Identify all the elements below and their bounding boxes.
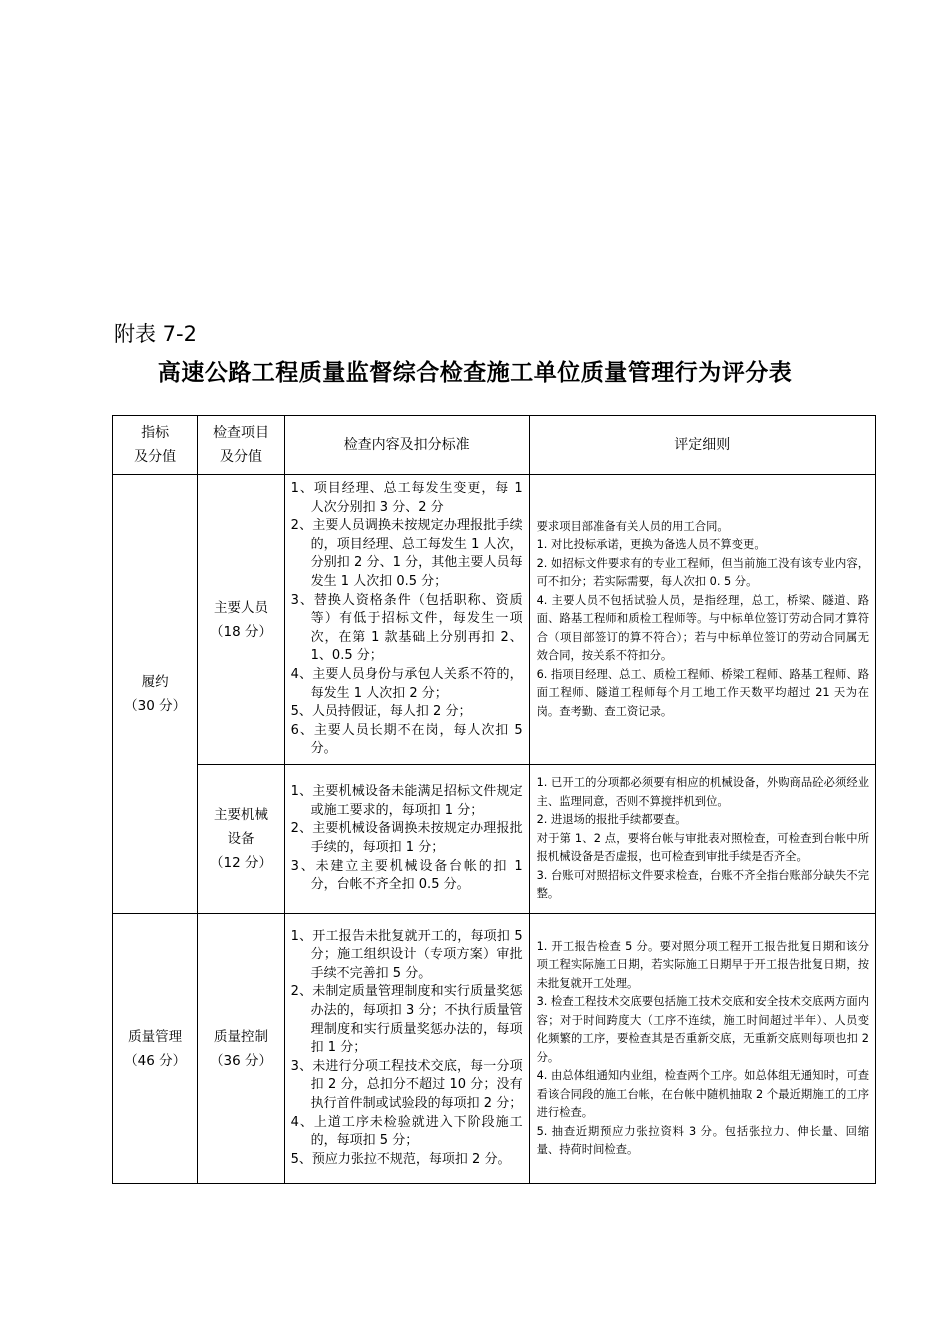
rule-line: 对于第 1、2 点，要将台帐与审批表对照检查，可检查到台帐中所报机械设备是否虚报，也可检查到审批手续是否齐全。 [536, 831, 869, 864]
check-item-cell [198, 765, 284, 914]
table-row [113, 765, 876, 914]
table-row [113, 475, 876, 765]
header-item-line2: 及分值 [219, 449, 262, 465]
scoring-table [112, 415, 876, 1184]
header-item-line1: 检查项目 [212, 425, 269, 441]
criteria-cell [284, 765, 529, 914]
criteria-item: 3、未建立主要机械设备台帐的扣 1 分，台帐不齐全扣 0.5 分。 [290, 858, 523, 893]
indicator-name: 履约 [141, 674, 169, 690]
criteria-cell [284, 475, 529, 765]
criteria-item: 1、项目经理、总工每发生变更，每 1 人次分别扣 3 分、2 分 [290, 481, 523, 515]
check-item-name: 质量控制 [213, 1028, 268, 1045]
criteria-item: 6、主要人员长期不在岗，每人次扣 5 分。 [290, 722, 523, 757]
appendix-label: 附表 7-2 [114, 322, 197, 346]
check-item-score: （36 分） [210, 1052, 272, 1069]
rule-line: 4. 主要人员不包括试验人员，是指经理，总工，桥梁、隧道、路面、路基工程师和质检工程师等。与中标单位签订劳动合同才算符合（项目部签订的算不符合）；若与中标单位签订的劳动合同属无效合同，按关系不符扣分。 [536, 593, 869, 663]
header-indicator-line1: 指标 [141, 425, 170, 441]
header-rules: 评定细则 [529, 416, 875, 475]
criteria-item: 2、主要人员调换未按规定办理报批手续的，项目经理、总工每发生 1 人次，分别扣 2 分、1 分，其他主要人员每发生 1 人次扣 0.5 分； [290, 518, 523, 590]
criteria-item: 5、预应力张拉不规范，每项扣 2 分。 [290, 1151, 511, 1167]
criteria-item: 1、主要机械设备未能满足招标文件规定或施工要求的，每项扣 1 分； [290, 784, 523, 818]
header-indicator [113, 416, 198, 475]
rule-line: 1. 对比投标承诺，更换为备选人员不算变更。 [536, 538, 766, 552]
criteria-item: 5、人员持假证，每人扣 2 分； [290, 704, 472, 720]
criteria-item: 1、开工报告未批复就开工的，每项扣 5 分；施工组织设计（专项方案）审批手续不完善扣 5 分。 [290, 928, 523, 981]
criteria-item: 3、替换人资格条件（包括职称、资质等）有低于招标文件，每发生一项次，在第 1 款基础上分别再扣 2、1、0.5 分； [290, 592, 523, 664]
rule-line: 要求项目部准备有关人员的用工合同。 [536, 519, 729, 533]
criteria-item: 2、主要机械设备调换未按规定办理报批手续的，每项扣 1 分； [290, 821, 523, 855]
rule-line: 3. 台账可对照招标文件要求检查，台账不齐全指台账部分缺失不完整。 [536, 868, 869, 901]
rule-line: 1. 开工报告检查 5 分。要对照分项工程开工报告批复日期和该分项工程实际施工日期，若实际施工日期早于开工报告批复日期，按未批复就开工处理。 [536, 939, 869, 990]
check-item-name: 设备 [227, 831, 255, 847]
criteria-item: 2、未制定质量管理制度和实行质量奖惩办法的，每项扣 3 分；不执行质量管理制度和实行质量奖惩办法的，每项扣 1 分； [290, 984, 523, 1056]
rules-cell [529, 914, 875, 1184]
check-item-cell [198, 475, 284, 765]
indicator-cell [113, 475, 198, 914]
criteria-item: 3、未进行分项工程技术交底，每一分项扣 2 分，总扣分不超过 10 分；没有执行首件制或试验段的每项扣 2 分； [290, 1058, 523, 1111]
check-item-cell [198, 914, 284, 1184]
rule-line: 1. 已开工的分项都必须要有相应的机械设备，外购商品砼必须经业主、监理同意，否则不算搅拌机到位。 [536, 776, 869, 808]
indicator-score: （30 分） [124, 698, 187, 714]
table-row [113, 914, 876, 1184]
rule-line: 5. 抽查近期预应力张拉资料 3 分。包括张拉力、伸长量、回缩量、持荷时间检查。 [536, 1124, 869, 1156]
criteria-item: 4、主要人员身份与承包人关系不符的，每发生 1 人次扣 2 分； [290, 666, 523, 701]
header-criteria: 检查内容及扣分标准 [284, 416, 529, 475]
rule-line: 2. 进退场的报批手续都要查。 [536, 813, 687, 827]
header-indicator-line2: 及分值 [134, 449, 177, 465]
rule-line: 2. 如招标文件要求有的专业工程师，但当前施工没有该专业内容，可不扣分；若实际需要，每人次扣 0. 5 分。 [536, 556, 869, 589]
criteria-cell [284, 914, 529, 1184]
rules-cell [529, 475, 875, 765]
rule-line: 4. 由总体组通知内业组，检查两个工序。如总体组无通知时，可查看该合同段的施工台帐，在台帐中随机抽取 2 个最近期施工的工序进行检查。 [536, 1069, 869, 1119]
header-item [198, 416, 284, 475]
rule-line: 3. 检查工程技术交底要包括施工技术交底和安全技术交底两方面内容；对于时间跨度大（工序不连续，施工时间超过半年）、人员变化频繁的工序，要检查其是否重新交底，无重新交底则每项也扣 2 分。 [536, 995, 869, 1064]
rules-cell [529, 765, 875, 914]
indicator-name: 质量管理 [128, 1028, 183, 1045]
indicator-score: （46 分） [124, 1052, 187, 1069]
check-item-name: 主要机械 [213, 807, 268, 823]
page-title: 高速公路工程质量监督综合检查施工单位质量管理行为评分表 [157, 360, 793, 386]
check-item-score: （18 分） [210, 623, 272, 640]
check-item-name: 主要人员 [213, 599, 268, 616]
table-header-row [113, 416, 876, 475]
indicator-cell [113, 914, 198, 1184]
criteria-item: 4、上道工序未检验就进入下阶段施工的，每项扣 5 分； [290, 1114, 523, 1149]
check-item-score: （12 分） [210, 855, 272, 871]
rule-line: 6. 指项目经理、总工、质检工程师、桥梁工程师、路基工程师、路面工程师、隧道工程师每个月工地工作天数平均超过 21 天为在岗。查考勤、查工资记录。 [536, 667, 869, 718]
